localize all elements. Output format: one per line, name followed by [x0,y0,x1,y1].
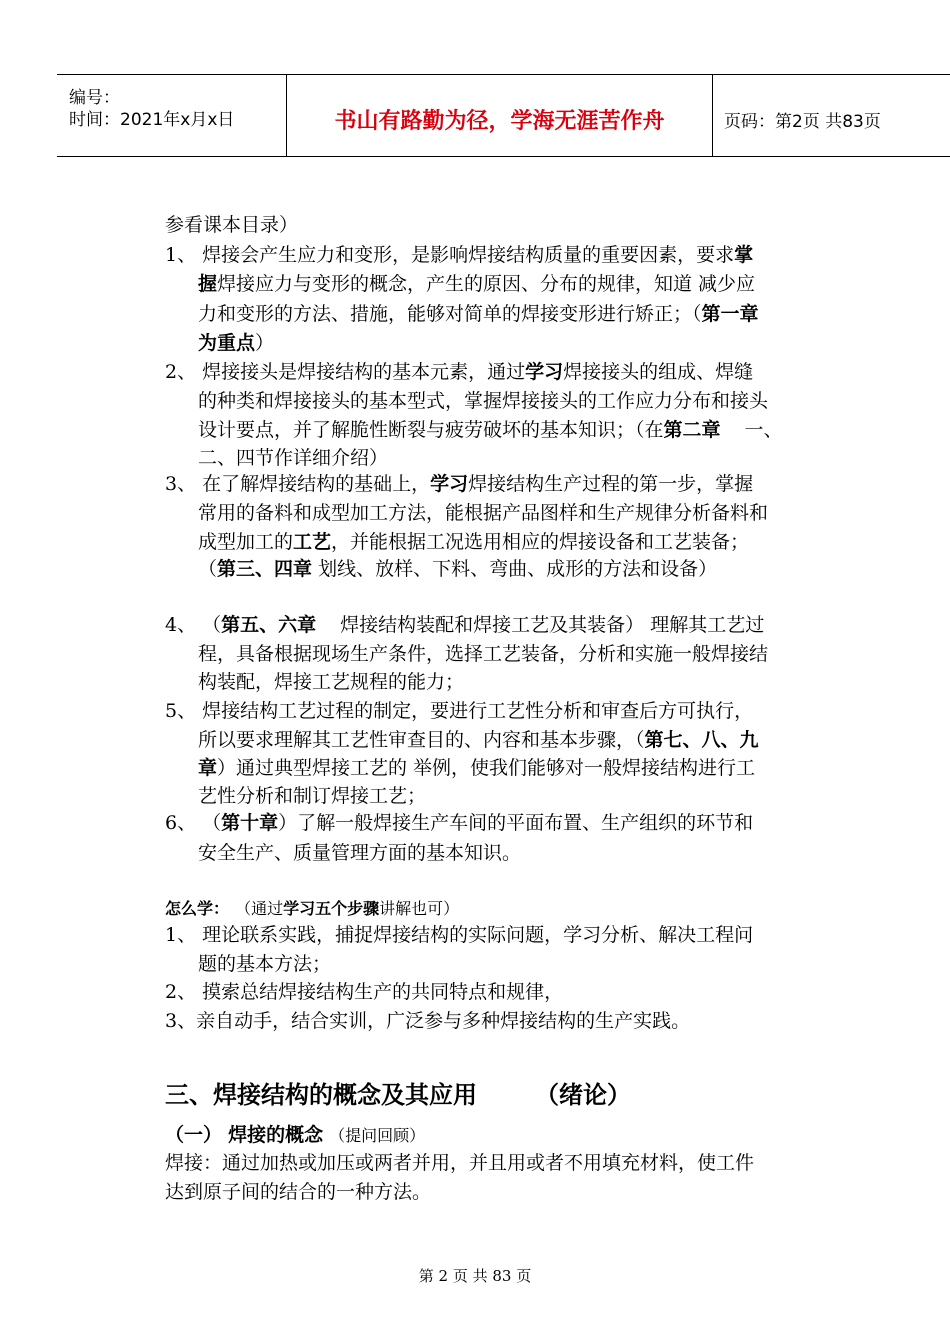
header-page-cell [712,75,950,156]
item-continuation [198,415,783,445]
item-continuation [198,753,755,783]
item-continuation [198,299,759,329]
item-number: 3、 [165,1010,197,1032]
item-text: 焊接应力与变形的概念，产生的原因、分布的规律，知道 减少应 [217,273,756,295]
list-item [165,808,753,838]
how-note: 讲解也可） [379,899,460,918]
item-emphasis: 第七、八、九 [644,729,759,751]
item-number: 1、 [165,924,197,946]
item-text: 焊接接头是焊接结构的基本元素，通过 [202,361,526,383]
item-number: 4、 [165,614,197,636]
page-header [57,74,950,157]
item-text: 焊接结构装配和焊接工艺及其装备） 理解其工艺过 [340,614,765,636]
intro-text: 参看课本目录） [165,214,299,236]
list-item [165,696,753,726]
item-emphasis: 第二章 [663,419,721,441]
item-number: 3、 [165,473,197,495]
list-item [165,469,753,499]
how-note-emphasis: 学习五个步骤 [283,899,380,918]
item-continuation [198,554,717,584]
item-emphasis: 第五、六章 [221,614,317,636]
item-text: 摸索总结焊接结构生产的共同特点和规律， [202,981,564,1003]
header-page-info: 页码：第2页 共83页 [724,112,881,132]
item-text: ）通过典型焊接工艺的 举例，使我们能够对一般焊接结构进行工 [217,757,756,779]
item-emphasis: 章 [198,757,218,779]
item-continuation: 艺性分析和制订焊接工艺； [198,785,427,807]
list-item [165,610,764,640]
item-continuation: 安全生产、质量管理方面的基本知识。 [198,842,522,864]
item-text: 亲自动手，结合实训，广泛参与多种焊接结构的生产实践。 [196,1010,691,1032]
item-text: ，并能根据工况选用相应的焊接设备和工艺装备； [331,531,750,553]
list-item [165,1006,690,1036]
item-text: ） [255,332,275,354]
item-number: 1、 [165,244,197,266]
motto: 书山有路勤为径，学海无涯苦作舟 [334,109,665,134]
item-number: 2、 [165,361,197,383]
list-item [165,357,753,387]
item-continuation: 程，具备根据现场生产条件，选择工艺装备，分析和实施一般焊接结 [198,643,769,665]
item-emphasis: 掌 [734,244,754,266]
item-continuation: 题的基本方法； [198,953,332,975]
item-text: （ [202,614,222,636]
item-number: 5、 [165,700,197,722]
item-text: 力和变形的方法、措施，能够对简单的焊接变形进行矫正；（ [198,303,702,325]
item-text: ）了解一般焊接生产车间的平面布置、生产组织的环节和 [278,812,754,834]
item-text: 划线、放样、下料、弯曲、成形的方法和设备） [312,558,718,580]
item-continuation: 的种类和焊接接头的基本型式，掌握焊接接头的工作应力分布和接头 [198,390,769,412]
item-text: 成型加工的 [198,531,294,553]
section-suffix: （绪论） [535,1081,631,1109]
list-item [165,920,753,950]
item-text: 焊接结构工艺过程的制定，要进行工艺性分析和审查后方可执行， [202,700,754,722]
item-number: 2、 [165,981,197,1003]
item-continuation [198,269,755,299]
item-text: 在了解焊接结构的基础上， [202,473,431,495]
item-emphasis: 第一章 [701,303,759,325]
subsection-note: （提问回顾） [329,1126,426,1145]
subsection-title: 焊接的概念 [228,1124,324,1146]
subsection-heading [165,1120,425,1150]
item-continuation [198,328,274,358]
item-text: 理论联系实践，捕捉焊接结构的实际问题，学习分析、解决工程问 [202,924,754,946]
item-text: 设计要点，并了解脆性断裂与疲劳破坏的基本知识；（在 [198,419,664,441]
item-text: （ [198,558,218,580]
item-emphasis: 学习 [525,361,564,383]
item-text: 一、 [744,419,783,441]
item-continuation: 常用的备料和成型加工方法，能根据产品图样和生产规律分析备料和 [198,502,769,524]
page-footer: 第 2 页 共 83 页 [418,1267,532,1285]
subsection-number: （一） [165,1124,223,1146]
item-continuation: 二、四节作详细介绍） [198,447,389,469]
definition-text: 焊接：通过加热或加压或两者并用，并且用或者不用填充材料，使工件 [165,1152,755,1174]
section-title: 三、焊接结构的概念及其应用 [165,1081,477,1109]
how-to-learn-heading [165,893,459,923]
definition-text: 达到原子间的结合的一种方法。 [165,1181,432,1203]
item-number: 6、 [165,812,197,834]
item-continuation [198,725,759,755]
document-date: 时间：2021年x月x日 [69,110,235,130]
item-text: 焊接会产生应力和变形，是影响焊接结构质量的重要因素，要求 [202,244,735,266]
item-emphasis: 第三、四章 [217,558,313,580]
item-text: （ [202,812,222,834]
item-emphasis: 工艺 [293,531,332,553]
item-emphasis: 学习 [430,473,469,495]
item-emphasis: 握 [198,273,218,295]
how-note: （通过 [235,899,284,918]
header-meta-cell [57,75,286,156]
item-emphasis: 为重点 [198,332,256,354]
item-continuation [198,527,749,557]
list-item [165,240,753,270]
item-text: 焊接接头的组成、焊缝 [563,361,754,383]
section-heading [165,1075,631,1110]
header-motto-cell [286,75,713,156]
list-item [165,977,563,1007]
item-text: 焊接结构生产过程的第一步，掌握 [468,473,754,495]
document-code-label: 编号： [69,88,120,108]
item-text: 所以要求理解其工艺性审查目的、内容和基本步骤，（ [198,729,645,751]
item-continuation: 构装配，焊接工艺规程的能力； [198,671,465,693]
item-emphasis: 第十章 [221,812,279,834]
how-title: 怎么学： [165,899,230,918]
